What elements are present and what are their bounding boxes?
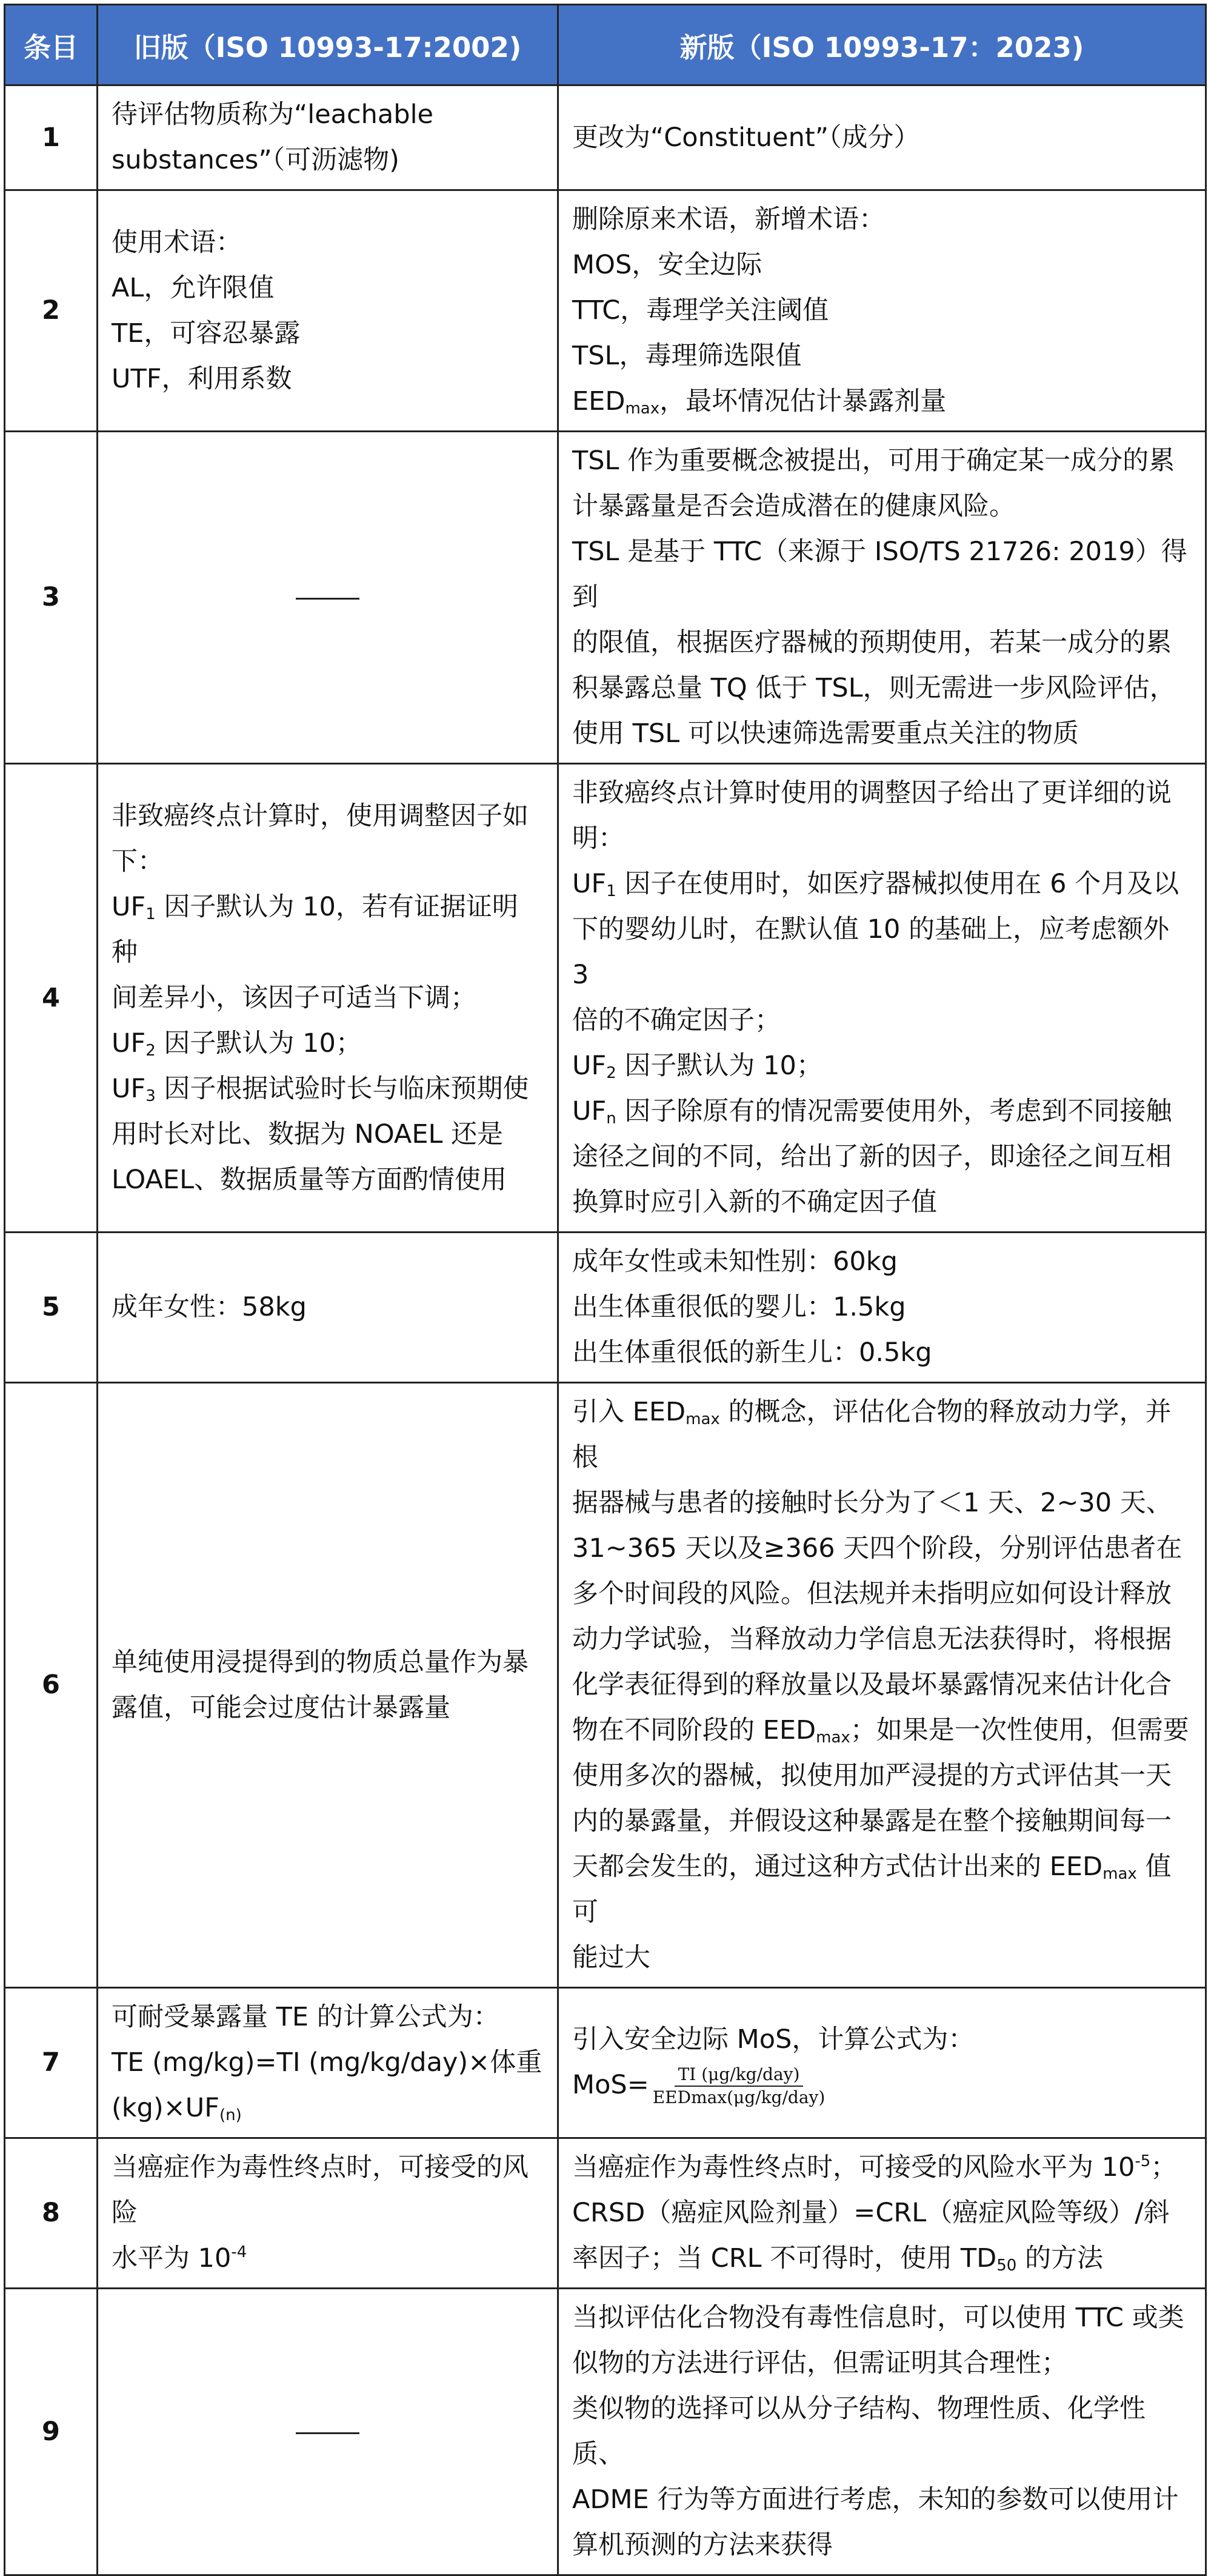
old-text: 单纯使用浸提得到的物质总量作为暴 xyxy=(112,1647,529,1678)
text-fragment: 值可 xyxy=(572,1852,1172,1927)
old-text: UTF，利用系数 xyxy=(112,363,292,394)
new-cell xyxy=(558,2289,1206,2575)
old-text: 间差异小，该因子可适当下调； xyxy=(112,982,476,1013)
text-fragment: ； xyxy=(1150,2152,1177,2183)
subscript: (n) xyxy=(219,2106,242,2124)
new-text xyxy=(572,379,1192,424)
new-text xyxy=(572,1844,1192,1935)
old-cell xyxy=(98,2138,558,2289)
text-fragment: 因子默认为 10； xyxy=(155,1028,362,1059)
row-id: 6 xyxy=(5,1383,98,1988)
row-id: 9 xyxy=(5,2289,98,2575)
old-cell xyxy=(98,1233,558,1383)
new-text: 倍的不确定因子； xyxy=(572,1005,781,1035)
new-text: 似物的方法进行评估，但需证明其合理性； xyxy=(572,2348,1067,2378)
table-row xyxy=(5,2289,1206,2575)
old-cell xyxy=(98,764,558,1233)
new-text: 的限值，根据医疗器械的预期使用，若某一成分的累 xyxy=(572,627,1172,658)
text-fragment: 因子默认为 10，若有证据证明种 xyxy=(112,891,518,968)
superscript: -5 xyxy=(1135,2152,1151,2170)
new-text: 换算时应引入新的不确定因子值 xyxy=(572,1187,937,1217)
text-fragment: 的概念，评估化合物的释放动力学，并根 xyxy=(572,1397,1172,1473)
new-text: 明： xyxy=(572,823,624,854)
new-text: 出生体重很低的新生儿：0.5kg xyxy=(572,1337,932,1368)
new-text: 计暴露量是否会造成潜在的健康风险。 xyxy=(572,491,1015,521)
table-row xyxy=(5,1233,1206,1383)
old-text xyxy=(112,1066,544,1112)
table-row xyxy=(5,85,1206,190)
subscript: n xyxy=(606,1109,616,1128)
subscript: 2 xyxy=(145,1041,156,1060)
old-cell xyxy=(98,85,558,190)
formula-numerator: TI (μg/kg/day) xyxy=(675,2064,804,2087)
text-fragment: 物在不同阶段的 EED xyxy=(572,1715,816,1745)
row-id: 7 xyxy=(5,1988,98,2138)
new-cell xyxy=(558,190,1206,432)
text-fragment: (kg)×UF xyxy=(112,2093,219,2123)
new-text: CRSD（癌症风险剂量）=CRL（癌症风险等级）/斜 xyxy=(572,2198,1170,2228)
new-text: 出生体重很低的婴儿：1.5kg xyxy=(572,1292,906,1322)
text-fragment: EED xyxy=(572,386,626,417)
header-item: 条目 xyxy=(5,5,98,85)
new-text xyxy=(572,1043,1192,1089)
new-text xyxy=(572,2145,1192,2190)
new-text: 31~365 天以及≥366 天四个阶段，分别评估患者在 xyxy=(572,1533,1183,1564)
table-row xyxy=(5,1383,1206,1988)
new-text: 能过大 xyxy=(572,1942,650,1973)
text-fragment: ；如果是一次性使用，但需要 xyxy=(850,1715,1189,1745)
old-text xyxy=(112,2086,544,2131)
row-id: 8 xyxy=(5,2138,98,2289)
row-id: 4 xyxy=(5,764,98,1233)
new-cell xyxy=(558,85,1206,190)
old-cell xyxy=(98,2289,558,2575)
new-text: 更改为“Constituent”（成分） xyxy=(572,122,920,153)
new-text: 动力学试验，当释放动力学信息无法获得时，将根据 xyxy=(572,1624,1172,1654)
old-text: 当癌症作为毒性终点时，可接受的风险 xyxy=(112,2152,529,2228)
comparison-table xyxy=(4,4,1207,2576)
old-text: 可耐受暴露量 TE 的计算公式为： xyxy=(112,2002,499,2032)
subscript: 1 xyxy=(606,882,616,900)
new-text: 删除原来术语，新增术语： xyxy=(572,204,885,235)
old-text: TE (mg/kg)=TI (mg/kg/day)×体重 xyxy=(112,2047,542,2078)
formula-lhs: MoS= xyxy=(572,2069,649,2100)
new-text: ADME 行为等方面进行考虑，未知的参数可以使用计 xyxy=(572,2484,1179,2515)
text-fragment: ，最坏情况估计暴露剂量 xyxy=(659,386,947,417)
text-fragment: 率因子；当 CRL 不可得时，使用 TD xyxy=(572,2243,997,2273)
new-text: 途径之间的不同，给出了新的因子，即途径之间互相 xyxy=(572,1142,1172,1172)
text-fragment: 当癌症作为毒性终点时，可接受的风险水平为 10 xyxy=(572,2152,1135,2183)
table-row xyxy=(5,2138,1206,2289)
subscript: 2 xyxy=(606,1064,616,1082)
subscript: 1 xyxy=(145,905,156,923)
row-id: 5 xyxy=(5,1233,98,1383)
subscript: max xyxy=(816,1728,850,1747)
new-text xyxy=(572,1708,1192,1753)
old-text: AL，允许限值 xyxy=(112,272,275,303)
formula-fraction xyxy=(649,2064,829,2109)
header-new-version: 新版（ISO 10993-17：2023) xyxy=(558,5,1206,85)
table-row xyxy=(5,432,1206,764)
new-cell xyxy=(558,1988,1206,2138)
new-text: 类似物的选择可以从分子结构、物理性质、化学性质、 xyxy=(572,2394,1146,2469)
subscript: 3 xyxy=(145,1086,156,1105)
text-fragment: UF xyxy=(572,1096,607,1126)
old-text: 成年女性：58kg xyxy=(112,1292,307,1322)
old-text: 下： xyxy=(112,846,164,877)
new-text: 使用 TSL 可以快速筛选需要重点关注的物质 xyxy=(572,718,1079,749)
new-text: 引入安全边际 MoS，计算公式为： xyxy=(572,2024,975,2055)
old-text xyxy=(112,1021,544,1066)
new-text: 多个时间段的风险。但法规并未指明应如何设计释放 xyxy=(572,1579,1172,1609)
superscript: -4 xyxy=(231,2243,247,2261)
subscript: max xyxy=(625,400,660,418)
text-fragment: 引入 EED xyxy=(572,1397,686,1427)
new-text xyxy=(572,1089,1192,1134)
old-text: substances”（可沥滤物) xyxy=(112,145,399,175)
old-text: 用时长对比、数据为 NOAEL 还是 xyxy=(112,1119,504,1149)
new-text: 下的婴幼儿时，在默认值 10 的基础上，应考虑额外 3 xyxy=(572,914,1170,990)
new-text: MOS，安全边际 xyxy=(572,250,762,280)
subscript: 50 xyxy=(996,2257,1017,2275)
text-fragment: UF xyxy=(572,869,607,899)
new-text: TTC，毒理学关注阈值 xyxy=(572,295,829,326)
new-text: TSL 作为重要概念被提出，可用于确定某一成分的累 xyxy=(572,446,1175,476)
new-cell xyxy=(558,1383,1206,1988)
text-fragment: 的方法 xyxy=(1016,2243,1104,2273)
old-cell xyxy=(98,1988,558,2138)
text-fragment: UF xyxy=(112,1028,146,1059)
new-text: 当拟评估化合物没有毒性信息时，可以使用 TTC 或类 xyxy=(572,2303,1184,2333)
new-cell xyxy=(558,2138,1206,2289)
empty-dash xyxy=(296,2432,359,2434)
new-text: 非致癌终点计算时使用的调整因子给出了更详细的说 xyxy=(572,778,1172,808)
empty-dash xyxy=(296,598,359,600)
table-row xyxy=(5,190,1206,432)
new-text: 使用多次的器械，拟使用加严浸提的方式评估其一天 xyxy=(572,1761,1172,1791)
new-text: 积暴露总量 TQ 低于 TSL，则无需进一步风险评估， xyxy=(572,673,1176,703)
header-old-version: 旧版（ISO 10993-17:2002) xyxy=(98,5,558,85)
formula-denominator: EEDmax(μg/kg/day) xyxy=(652,2087,826,2108)
old-cell xyxy=(98,432,558,764)
text-fragment: 天都会发生的，通过这种方式估计出来的 EED xyxy=(572,1852,1103,1882)
new-text: 据器械与患者的接触时长分为了＜1 天、2~30 天、 xyxy=(572,1488,1172,1518)
text-fragment: 因子根据试验时长与临床预期使 xyxy=(155,1073,529,1104)
old-text: 使用术语： xyxy=(112,227,242,258)
subscript: max xyxy=(686,1410,720,1428)
new-cell xyxy=(558,432,1206,764)
text-fragment: UF xyxy=(112,891,146,922)
text-fragment: 因子在使用时，如医疗器械拟使用在 6 个月及以 xyxy=(616,869,1179,899)
text-fragment: 因子默认为 10； xyxy=(616,1051,822,1081)
text-fragment: UF xyxy=(572,1051,607,1081)
old-text: 非致癌终点计算时，使用调整因子如 xyxy=(112,800,529,831)
new-text xyxy=(572,861,1192,907)
new-cell xyxy=(558,1233,1206,1383)
row-id: 3 xyxy=(5,432,98,764)
new-text: 成年女性或未知性别：60kg xyxy=(572,1246,898,1277)
new-text: 化学表征得到的释放量以及最坏暴露情况来估计化合 xyxy=(572,1670,1172,1700)
text-fragment: UF xyxy=(112,1073,146,1104)
old-text: 露值，可能会过度估计暴露量 xyxy=(112,1692,450,1723)
new-text xyxy=(572,1390,1192,1480)
new-text: TSL 是基于 TTC（来源于 ISO/TS 21726: 2019）得到 xyxy=(572,537,1187,612)
new-text: TSL，毒理筛选限值 xyxy=(572,341,802,371)
subscript: max xyxy=(1103,1865,1137,1883)
formula xyxy=(572,2062,1192,2109)
old-text: TE，可容忍暴露 xyxy=(112,318,301,349)
new-text: 算机预测的方法来获得 xyxy=(572,2530,833,2560)
old-text: 待评估物质称为“leachable xyxy=(112,99,433,130)
new-cell xyxy=(558,764,1206,1233)
old-text xyxy=(112,885,544,975)
new-text: 内的暴露量，并假设这种暴露是在整个接触期间每一 xyxy=(572,1806,1172,1836)
old-text: LOAEL、数据质量等方面酌情使用 xyxy=(112,1164,507,1195)
row-id: 2 xyxy=(5,190,98,432)
table-row xyxy=(5,1988,1206,2138)
old-cell xyxy=(98,190,558,432)
table-row xyxy=(5,764,1206,1233)
old-cell xyxy=(98,1383,558,1988)
header-row xyxy=(5,5,1206,85)
text-fragment: 水平为 10 xyxy=(112,2243,232,2273)
row-id: 1 xyxy=(5,85,98,190)
text-fragment: 因子除原有的情况需要使用外，考虑到不同接触 xyxy=(616,1096,1172,1126)
